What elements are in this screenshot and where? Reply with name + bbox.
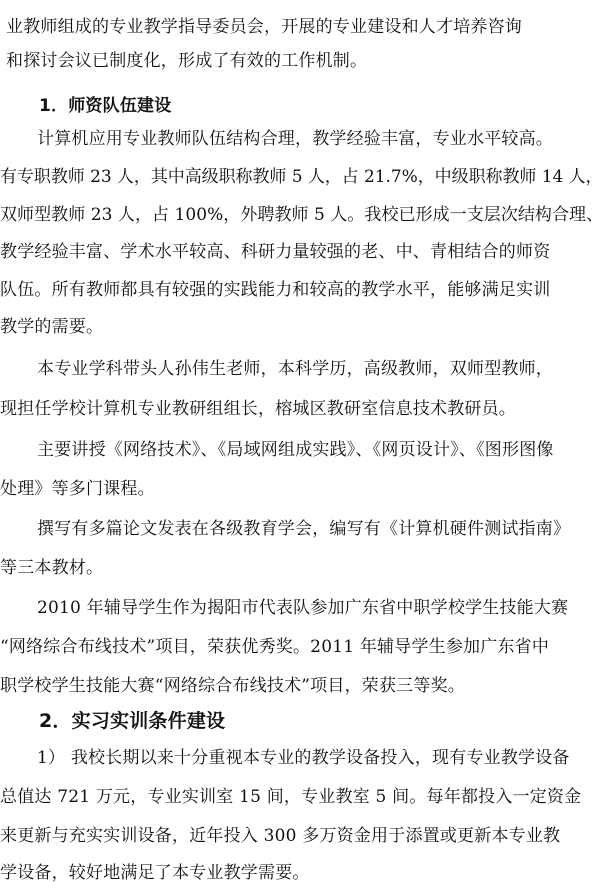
- s1-p5-line-3: 职学校学生技能大赛“网络综合布线技术”项目，荣获三等奖。: [0, 676, 465, 696]
- intro-line-1: 业教师组成的专业教学指导委员会，开展的专业建设和人才培养咨询: [6, 17, 522, 37]
- s1-p1-line-5: 队伍。所有教师都具有较强的实践能力和较高的教学水平，能够满足实训: [0, 280, 551, 300]
- s1-p1-line-3: 双师型教师 23 人，占 100%，外聘教师 5 人。我校已形成一支层次结构合理、: [0, 205, 604, 225]
- s1-p2-line-1: 本专业学科带头人孙伟生老师，本科学历，高级教师，双师型教师，: [37, 359, 553, 379]
- s2-p1-line-1: 1） 我校长期以来十分重视本专业的教学设备投入，现有专业教学设备: [37, 748, 570, 768]
- s1-p5-line-2: “网络综合布线技术”项目，荣获优秀奖。2011 年辅导学生参加广东省中: [0, 637, 550, 657]
- s1-p4-line-1: 撰写有多篇论文发表在各级教育学会，编写有《计算机硬件测试指南》: [37, 519, 571, 539]
- s1-p1-line-2: 有专职教师 23 人，其中高级职称教师 5 人，占 21.7%，中级职称教师 14 人，: [0, 167, 603, 187]
- s1-p4-line-2: 等三本教材。: [0, 558, 104, 578]
- s2-p1-line-3: 来更新与充实实训设备，近年投入 300 多万资金用于添置或更新本专业教: [0, 826, 561, 846]
- section-2-heading: 2．实习实训条件建设: [39, 710, 226, 732]
- intro-line-2: 和探讨会议已制度化，形成了有效的工作机制。: [6, 51, 368, 71]
- s1-p5-line-1: 2010 年辅导学生作为揭阳市代表队参加广东省中职学校学生技能大赛: [37, 598, 569, 618]
- s2-p1-line-2: 总值达 721 万元，专业实训室 15 间，专业教室 5 间。每年都投入一定资金: [0, 787, 582, 807]
- s1-p3-line-1: 主要讲授《网络技术》、《局域网组成实践》、《网页设计》、《图形图像: [37, 440, 554, 460]
- s1-p1-line-4: 教学经验丰富、学术水平较高、科研力量较强的老、中、青相结合的师资: [0, 242, 551, 262]
- s1-p3-line-2: 处理》等多门课程。: [0, 479, 155, 499]
- s1-p2-line-2: 现担任学校计算机专业教研组组长，榕城区教研室信息技术教研员。: [0, 399, 516, 419]
- s2-p1-line-4: 学设备，较好地满足了本专业教学需要。: [0, 863, 310, 883]
- s1-p1-line-1: 计算机应用专业教师队伍结构合理，教学经验丰富，专业水平较高。: [37, 129, 553, 149]
- section-1-heading: 1．师资队伍建设: [39, 96, 172, 116]
- s1-p1-line-6: 教学的需要。: [0, 317, 104, 337]
